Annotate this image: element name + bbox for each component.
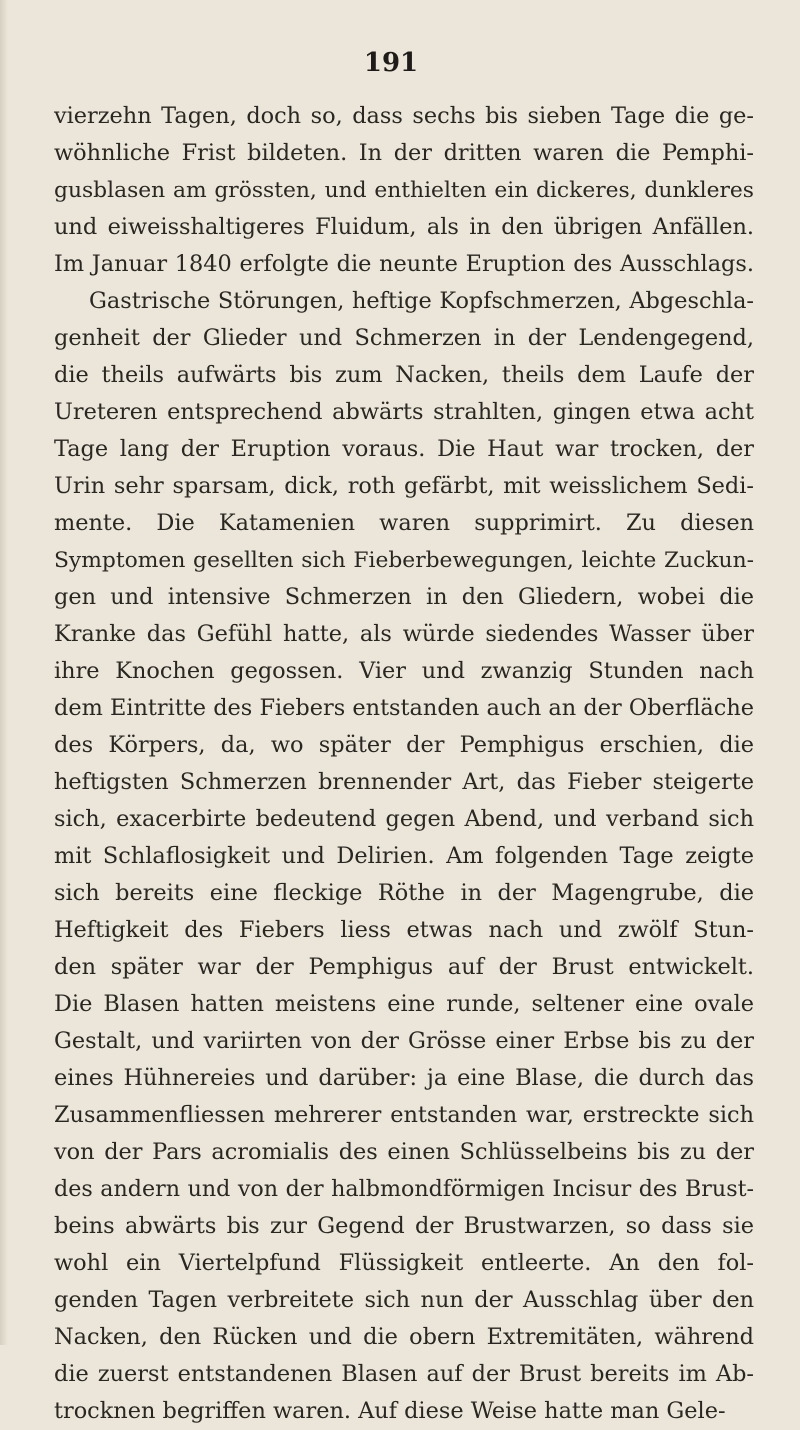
text-line: die zuerst entstandenen Blasen auf der Brust bereits im Ab- [54, 1361, 754, 1387]
text-line: Zusammenfliessen mehrerer entstanden war, erstreckte sich [54, 1102, 754, 1128]
text-line: den später war der Pemphigus auf der Brust entwickelt. [54, 954, 754, 980]
text-line: gen und intensive Schmerzen in den Gliedern, wobei die [54, 584, 754, 610]
page-number: 191 [363, 48, 419, 78]
text-line: heftigsten Schmerzen brennender Art, das Fieber steigerte [54, 769, 754, 795]
text-line: gusblasen am grössten, und enthielten ein dickeres, dunkleres [54, 178, 754, 203]
text-line: beins abwärts bis zur Gegend der Brustwarzen, so dass sie [54, 1213, 754, 1239]
text-line: ihre Knochen gegossen. Vier und zwanzig Stunden nach [54, 658, 754, 684]
text-line: wohl ein Viertelpfund Flüssigkeit entleerte. An den fol- [54, 1250, 754, 1276]
text-line: Urin sehr sparsam, dick, roth gefärbt, mit weisslichem Sedi- [54, 473, 754, 499]
text-line: Heftigkeit des Fiebers liess etwas nach und zwölf Stun- [54, 917, 754, 943]
text-line: sich, exacerbirte bedeutend gegen Abend, und verband sich [54, 806, 754, 832]
text-line: vierzehn Tagen, doch so, dass sechs bis sieben Tage die ge- [54, 103, 754, 129]
page-edge-shadow [0, 0, 8, 1345]
text-line: genheit der Glieder und Schmerzen in der Lendengegend, [54, 325, 754, 351]
text-line: des andern und von der halbmondförmigen Incisur des Brust- [54, 1176, 754, 1202]
text-line: Gestalt, und variirten von der Grösse einer Erbse bis zu der [54, 1028, 754, 1054]
text-line: mente. Die Katamenien waren supprimirt. Zu diesen [54, 510, 754, 536]
text-line: Kranke das Gefühl hatte, als würde siedendes Wasser über [54, 621, 754, 647]
text-line: Die Blasen hatten meistens eine runde, seltener eine ovale [54, 991, 754, 1017]
text-line: sich bereits eine fleckige Röthe in der Magengrube, die [54, 880, 754, 906]
text-line: eines Hühnereies und darüber: ja eine Blase, die durch das [54, 1065, 754, 1091]
text-line: wöhnliche Frist bildeten. In der dritten waren die Pemphi- [54, 140, 754, 166]
text-line: mit Schlaflosigkeit und Delirien. Am folgenden Tage zeigte [54, 843, 754, 869]
text-line: Gastrische Störungen, heftige Kopfschmerzen, Abgeschla- [89, 288, 754, 314]
text-line: Symptomen gesellten sich Fieberbewegungen, leichte Zuckun- [54, 548, 754, 573]
text-line: Ureteren entsprechend abwärts strahlten, gingen etwa acht [54, 399, 754, 425]
text-line: Nacken, den Rücken und die obern Extremitäten, während [54, 1324, 754, 1350]
text-line: genden Tagen verbreitete sich nun der Ausschlag über den [54, 1287, 754, 1313]
text-line: Im Januar 1840 erfolgte die neunte Eruption des Ausschlags. [54, 251, 754, 277]
text-line: des Körpers, da, wo später der Pemphigus erschien, die [54, 732, 754, 758]
text-line: trocknen begriffen waren. Auf diese Weise hatte man Gele- [54, 1398, 726, 1424]
text-line: dem Eintritte des Fiebers entstanden auch an der Oberfläche [54, 695, 754, 721]
text-line: und eiweisshaltigeres Fluidum, als in den übrigen Anfällen. [54, 214, 754, 240]
body-text [54, 98, 754, 1430]
text-line: von der Pars acromialis des einen Schlüsselbeins bis zu der [54, 1139, 754, 1165]
text-line: die theils aufwärts bis zum Nacken, theils dem Laufe der [54, 362, 754, 388]
text-line: Tage lang der Eruption voraus. Die Haut war trocken, der [54, 436, 754, 462]
